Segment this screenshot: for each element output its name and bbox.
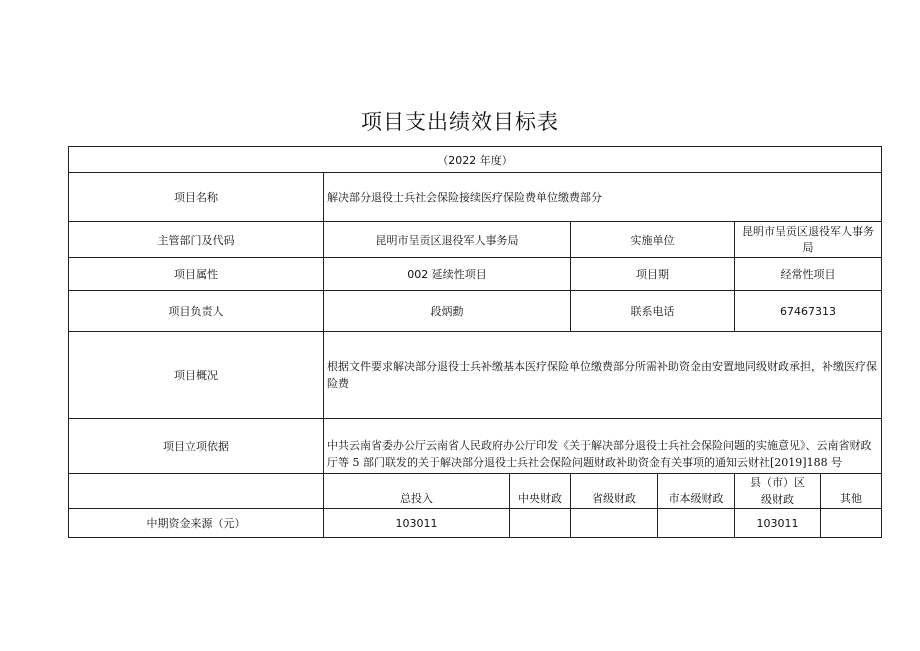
period-value: 经常性项目 [735, 258, 882, 291]
owner-row [69, 291, 882, 332]
funds-total-value: 103011 [324, 509, 510, 538]
overview-value: 根据文件要求解决部分退役士兵补缴基本医疗保险单位缴费部分所需补助资金由安置地同级财政承担，补缴医疗保险费 [324, 332, 882, 419]
funds-header-province: 省级财政 [571, 474, 658, 509]
funds-header-central: 中央财政 [510, 474, 571, 509]
year-label: （2022 年度） [69, 147, 882, 173]
dept-row [69, 222, 882, 258]
attr-row [69, 258, 882, 291]
owner-value: 段炳勳 [324, 291, 571, 332]
funds-values-row [69, 509, 882, 538]
year-row [69, 147, 882, 173]
funds-county-value: 103011 [735, 509, 821, 538]
dept-label: 主管部门及代码 [69, 222, 324, 258]
overview-label: 项目概况 [69, 332, 324, 419]
dept-value: 昆明市呈贡区退役军人事务局 [324, 222, 571, 258]
basis-label: 项目立项依据 [69, 419, 324, 474]
impl-unit-label: 实施单位 [571, 222, 735, 258]
project-name-row [69, 173, 882, 222]
funds-header-blank [69, 474, 324, 509]
funds-header-other: 其他 [821, 474, 882, 509]
project-name-label: 项目名称 [69, 173, 324, 222]
impl-unit-value: 昆明市呈贡区退役军人事务局 [735, 222, 882, 258]
funds-city-value [658, 509, 735, 538]
phone-value: 67467313 [735, 291, 882, 332]
overview-row [69, 332, 882, 419]
attr-value: 002 延续性项目 [324, 258, 571, 291]
funds-province-value [571, 509, 658, 538]
funds-header-city: 市本级财政 [658, 474, 735, 509]
funds-label: 中期资金来源（元） [69, 509, 324, 538]
funds-header-county-line1: 县（市）区 [750, 476, 805, 489]
period-label: 项目期 [571, 258, 735, 291]
funds-header-county [735, 474, 821, 509]
project-name-value: 解决部分退役士兵社会保险接续医疗保险费单位缴费部分 [324, 173, 882, 222]
funds-header-county-line2: 级财政 [761, 493, 794, 506]
funds-header-total: 总投入 [324, 474, 510, 509]
basis-row [69, 419, 882, 474]
phone-label: 联系电话 [571, 291, 735, 332]
funds-header-row [69, 474, 882, 509]
owner-label: 项目负责人 [69, 291, 324, 332]
funds-central-value [510, 509, 571, 538]
performance-target-table [68, 146, 882, 538]
funds-other-value [821, 509, 882, 538]
page-title: 项目支出绩效目标表 [361, 110, 559, 134]
attr-label: 项目属性 [69, 258, 324, 291]
basis-value: 中共云南省委办公厅云南省人民政府办公厅印发《关于解决部分退役士兵社会保险问题的实施意见》、云南省财政厅等 5 部门联发的关于解决部分退役士兵社会保险问题财政补助资金有关事项的通知云财社[2019]188 号 [324, 419, 882, 474]
